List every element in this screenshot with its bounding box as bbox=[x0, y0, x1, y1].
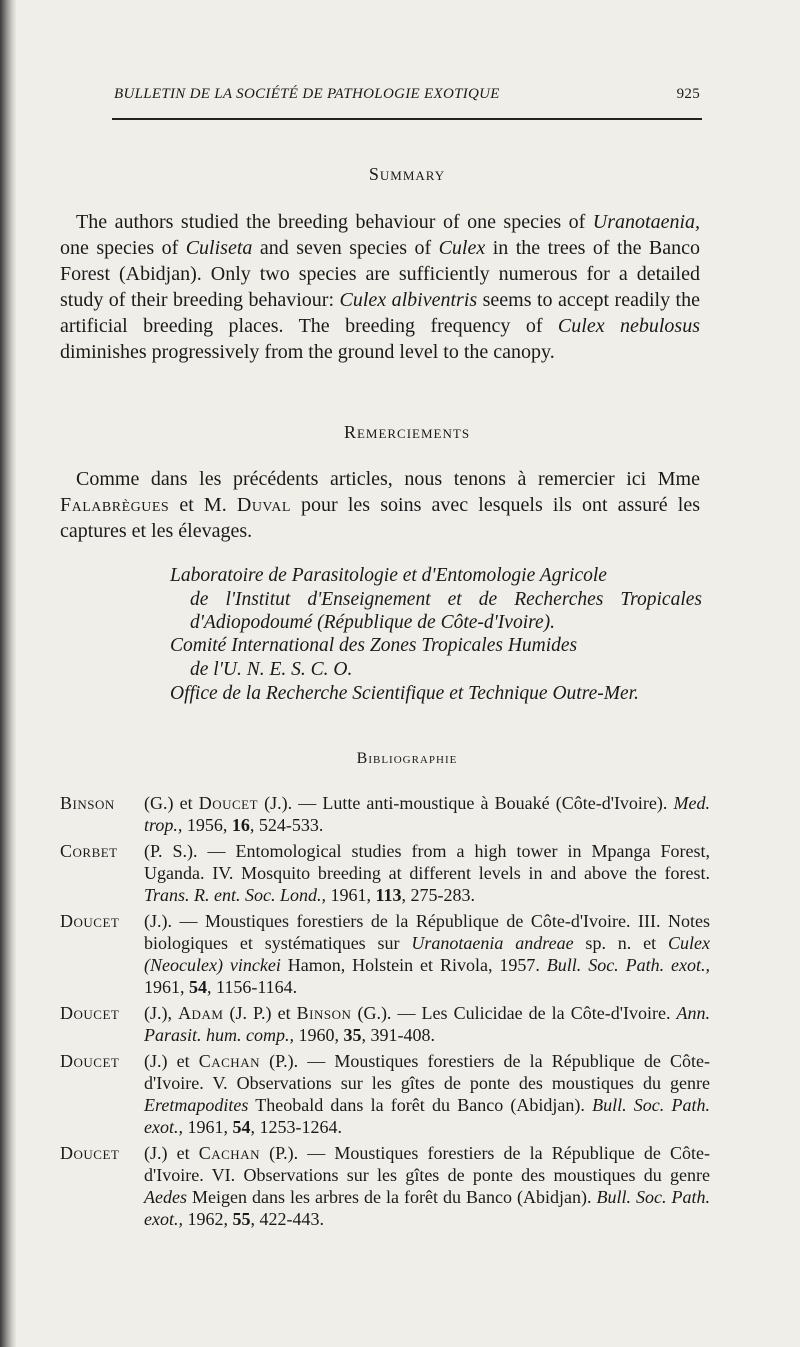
remerciements-heading: Remerciements bbox=[343, 422, 471, 442]
remerciements-paragraph: Comme dans les précédents articles, nous tenons à remercier ici Mme Falabrègues et M. Duval pour les soins avec lesquels ils ont assuré les captures et les élevages. bbox=[60, 468, 701, 542]
summary-paragraph: The authors studied the breeding behaviour of one species of Uranotaenia, one species of Culiseta and seven species of Culex in the trees of the Banco Forest (Abidjan). Only two species are sufficiently numerous for a detailed study of their breeding behaviour: Culex albiventris seems to accept readily the artificial breeding places. The breeding frequency of Culex nebulosus diminishes progressively from the ground level to the canopy. bbox=[60, 211, 701, 363]
bibliographie-heading: Bibliographie bbox=[356, 750, 458, 767]
bib-entry: Corbet (P. S.). — Entomological studies from a high tower in Mpanga Forest, Uganda. IV. Mosquito breeding at different levels in and above the forest. Trans. R. ent. Soc. Lond., 1961, 113, 275-283. bbox=[60, 841, 710, 905]
affiliation-3: Office de la Recherche Scientifique et Technique Outre-Mer. bbox=[170, 683, 639, 704]
bib-entry: Doucet (J.) et Cachan (P.). — Moustiques forestiers de la République de Côte-d'Ivoire. V. Observations sur les gîtes de ponte des moustiques du genre Eretmapodites Theobald dans la forêt du Banco (Abidjan). Bull. Soc. Path. exot., 1961, 54, 1253-1264. bbox=[60, 1051, 710, 1137]
running-head bbox=[114, 86, 700, 103]
page-number: 925 bbox=[676, 86, 700, 102]
affiliation-1: Laboratoire de Parasitologie et d'Entomologie Agricole de l'Institut d'Enseignement et de Recherches Tropicales d'Adiopodoumé (République de Côte-d'Ivoire). bbox=[170, 565, 702, 633]
bibliography-list bbox=[60, 792, 710, 1234]
bib-entry: Doucet (J.) et Cachan (P.). — Moustiques forestiers de la République de Côte-d'Ivoire. VI. Observations sur les gîtes de ponte des moustiques du genre Aedes Meigen dans les arbres de la forêt du Banco (Abidjan). Bull. Soc. Path. exot., 1962, 55, 422-443. bbox=[60, 1143, 710, 1229]
header-rule bbox=[112, 118, 702, 120]
summary-heading: Summary bbox=[368, 164, 446, 184]
journal-title: BULLETIN DE LA SOCIÉTÉ DE PATHOLOGIE EXOTIQUE bbox=[114, 86, 500, 102]
bib-entry: Doucet (J.), Adam (J. P.) et Binson (G.). — Les Culicidae de la Côte-d'Ivoire. Ann. Parasit. hum. comp., 1960, 35, 391-408. bbox=[60, 1003, 711, 1045]
bib-entry: Doucet (J.). — Moustiques forestiers de la République de Côte-d'Ivoire. III. Notes biologiques et systématiques sur Uranotaenia andreae sp. n. et Culex (Neoculex) vinckei Hamon, Holstein et Rivola, 1957. Bull. Soc. Path. exot., 1961, 54, 1156-1164. bbox=[60, 911, 710, 997]
affiliation-2: Comité International des Zones Tropicales Humides de l'U. N. E. S. C. O. bbox=[170, 635, 578, 680]
bib-entry: Binson (G.) et Doucet (J.). — Lutte anti-moustique à Bouaké (Côte-d'Ivoire). Med. trop., 1956, 16, 524-533. bbox=[60, 793, 711, 835]
